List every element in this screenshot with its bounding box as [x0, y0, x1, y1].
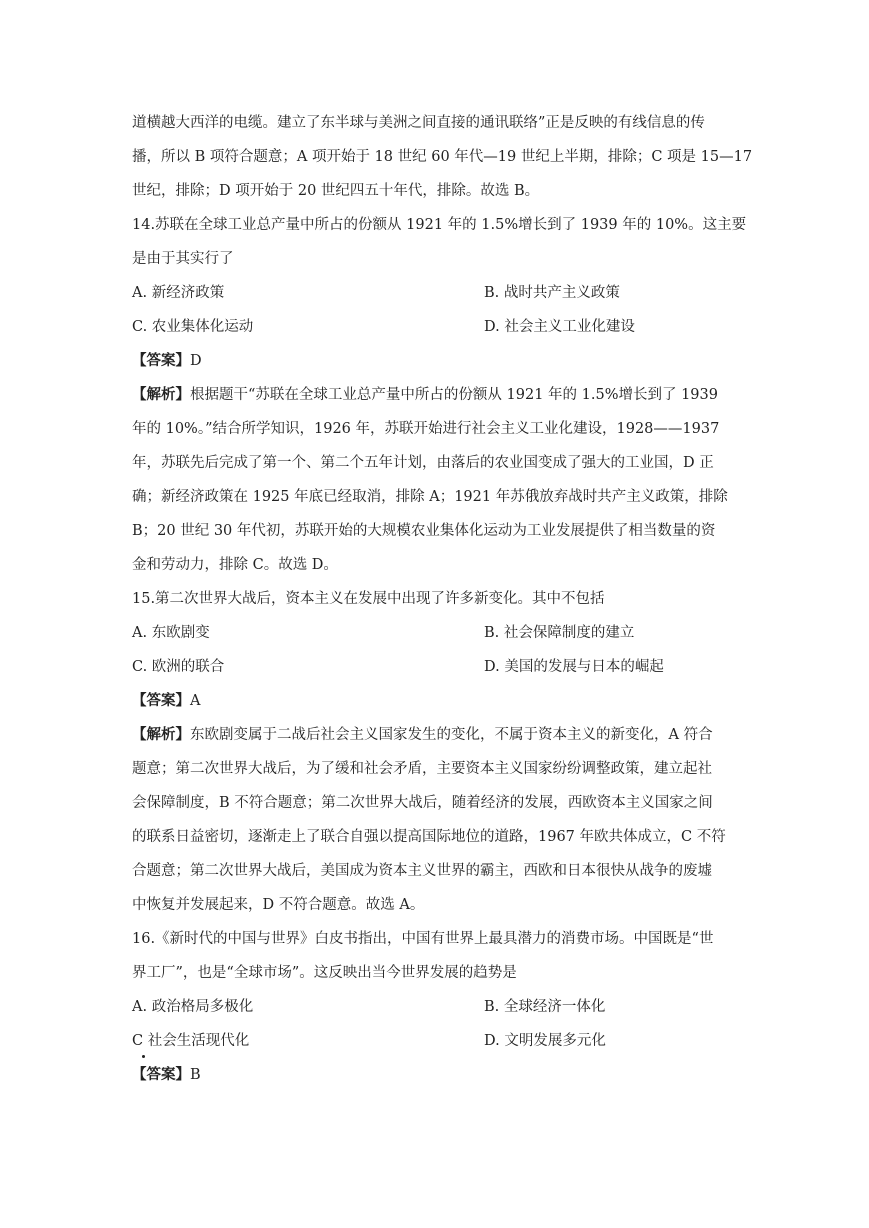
text-line: 的联系日益密切，逐渐走上了联合自强以提高国际地位的道路，1967 年欧共体成立，C 不符	[132, 829, 726, 845]
option-d: D. 文明发展多元化	[484, 1033, 606, 1049]
text-line: 题意；第二次世界大战后，为了缓和社会矛盾，主要资本主义国家纷纷调整政策，建立起社	[132, 761, 712, 777]
question-15-options-row-2	[132, 650, 752, 684]
analysis-tag: 【解析】	[132, 387, 190, 403]
text-line: 中恢复并发展起来，D 不符合题意。故选 A。	[132, 897, 425, 913]
question-15-options-row-1	[132, 616, 752, 650]
question-14-answer	[132, 344, 752, 378]
page-content	[132, 106, 752, 1092]
question-16-stem: 界工厂”，也是“全球市场”。这反映出当今世界发展的趋势是	[132, 965, 517, 981]
text-line: 金和劳动力，排除 C。故选 D。	[132, 557, 338, 573]
option-b: B. 全球经济一体化	[484, 999, 606, 1015]
text-line: B；20 世纪 30 年代初，苏联开始的大规模农业集体化运动为工业发展提供了相当数量的资	[132, 523, 716, 539]
question-14-stem: 14.苏联在全球工业总产量中所占的份额从 1921 年的 1.5%增长到了 1939 年的 10%。这主要	[132, 217, 747, 233]
answer-value: A	[190, 693, 201, 709]
answer-value: B	[190, 1067, 201, 1083]
question-14-options-row-2	[132, 310, 752, 344]
question-15-analysis	[132, 718, 752, 752]
question-14-stem: 是由于其实行了	[132, 251, 234, 267]
answer-tag: 【答案】	[132, 693, 190, 709]
stray-dot-mark	[142, 1055, 145, 1058]
analysis-text: 东欧剧变属于二战后社会主义国家发生的变化，不属于资本主义的新变化，A 符合	[190, 727, 713, 743]
question-14-analysis	[132, 378, 752, 412]
question-16-stem: 16.《新时代的中国与世界》白皮书指出，中国有世界上最具潜力的消费市场。中国既是“世	[132, 931, 714, 947]
question-15-stem: 15.第二次世界大战后，资本主义在发展中出现了许多新变化。其中不包括	[132, 591, 605, 607]
text-line: 播，所以 B 项符合题意；A 项开始于 18 世纪 60 年代—19 世纪上半期，排除；C 项是 15—17	[132, 149, 753, 165]
answer-tag: 【答案】	[132, 1067, 190, 1083]
question-14-options-row-1	[132, 276, 752, 310]
option-c: C 社会生活现代化	[132, 1033, 250, 1049]
answer-value: D	[190, 353, 202, 369]
question-16-options-row-2	[132, 1024, 752, 1058]
option-d: D. 美国的发展与日本的崛起	[484, 659, 664, 675]
analysis-tag: 【解析】	[132, 727, 190, 743]
option-a: A. 新经济政策	[132, 285, 225, 301]
option-c: C. 欧洲的联合	[132, 659, 225, 675]
option-b: B. 社会保障制度的建立	[484, 625, 635, 641]
option-a: A. 政治格局多极化	[132, 999, 254, 1015]
option-b: B. 战时共产主义政策	[484, 285, 620, 301]
question-16-options-row-1	[132, 990, 752, 1024]
text-line: 年的 10%。”结合所学知识，1926 年，苏联开始进行社会主义工业化建设，1928——1937	[132, 421, 720, 437]
text-line: 道横越大西洋的电缆。建立了东半球与美洲之间直接的通讯联络”正是反映的有线信息的传	[132, 115, 705, 131]
answer-tag: 【答案】	[132, 353, 190, 369]
question-16-answer	[132, 1058, 752, 1092]
text-line: 确；新经济政策在 1925 年底已经取消，排除 A；1921 年苏俄放弃战时共产主义政策，排除	[132, 489, 728, 505]
option-d: D. 社会主义工业化建设	[484, 319, 635, 335]
text-line: 会保障制度，B 不符合题意；第二次世界大战后，随着经济的发展，西欧资本主义国家之间	[132, 795, 713, 811]
option-c: C. 农业集体化运动	[132, 319, 254, 335]
question-15-answer	[132, 684, 752, 718]
analysis-text: 根据题干“苏联在全球工业总产量中所占的份额从 1921 年的 1.5%增长到了 1939	[190, 387, 718, 403]
text-line: 年，苏联先后完成了第一个、第二个五年计划，由落后的农业国变成了强大的工业国，D 正	[132, 455, 714, 471]
text-line: 合题意；第二次世界大战后，美国成为资本主义世界的霸主，西欧和日本很快从战争的废墟	[132, 863, 712, 879]
text-line: 世纪，排除；D 项开始于 20 世纪四五十年代，排除。故选 B。	[132, 183, 540, 199]
option-a: A. 东欧剧变	[132, 625, 210, 641]
